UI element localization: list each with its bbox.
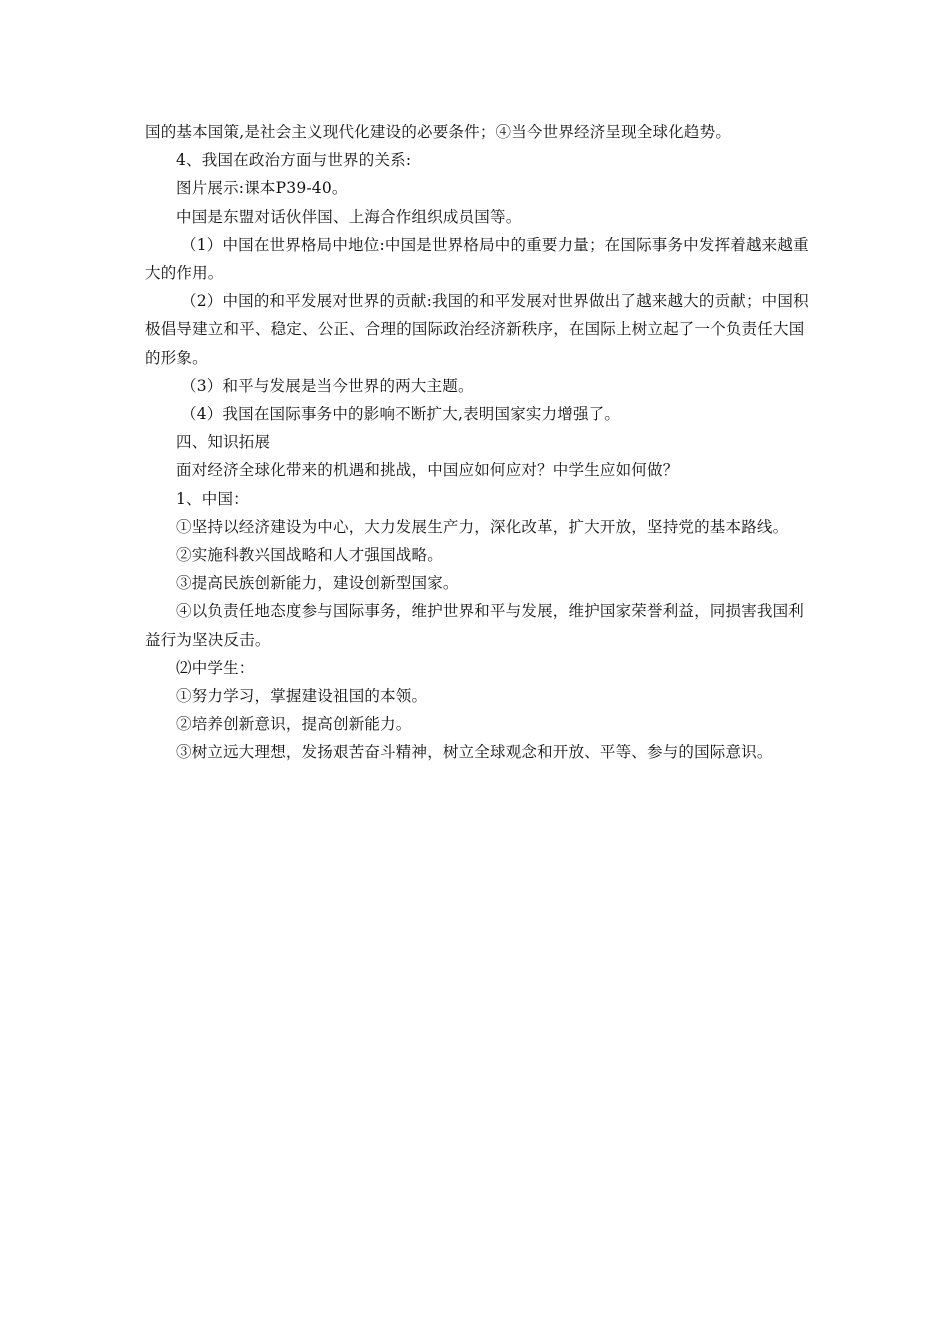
paragraph-asean: 中国是东盟对话伙伴国、上海合作组织成员国等。 (176, 207, 522, 226)
paragraph-point-3: （3）和平与发展是当今世界的两大主题。 (181, 376, 474, 395)
list-item-students-3: ③树立远大理想，发扬艰苦奋斗精神，树立全球观念和开放、平等、参与的国际意识。 (176, 743, 773, 762)
list-item-students-2: ②培养创新意识，提高创新能力。 (176, 715, 412, 734)
paragraph-picture-display: 图片展示:课本P39-40。 (176, 179, 348, 198)
subheading-students: ⑵中学生： (176, 658, 255, 677)
list-item-china-3: ③提高民族创新能力，建设创新型国家。 (176, 574, 459, 593)
list-item-china-2: ②实施科教兴国战略和人才强国战略。 (176, 546, 443, 565)
paragraph-question: 面对经济全球化带来的机遇和挑战，中国应如何应对？中学生应如何做？ (176, 461, 679, 480)
subheading-china: 1、中国： (176, 489, 249, 508)
list-item-students-1: ①努力学习，掌握建设祖国的本领。 (176, 687, 428, 706)
paragraph-continuation: 国的基本国策,是社会主义现代化建设的必要条件；④当今世界经济呈现全球化趋势。 (145, 123, 732, 141)
section-heading-politics: 4、我国在政治方面与世界的关系: (176, 151, 412, 170)
paragraph-point-2: （2）中国的和平发展对世界的贡献:我国的和平发展对世界做出了越来越大的贡献；中国积极倡导建立和平、稳定、公正、合理的国际政治经济新秩序，在国际上树立起了一个负责任大国的形象。 (145, 292, 809, 367)
document-body (145, 118, 815, 767)
paragraph-point-4: （4）我国在国际事务中的影响不断扩大,表明国家实力增强了。 (181, 405, 621, 424)
list-item-china-4: ④以负责任地态度参与国际事务，维护世界和平与发展，维护国家荣誉利益，同损害我国利益行为坚决反击。 (145, 602, 805, 649)
paragraph-point-1: （1）中国在世界格局中地位:中国是世界格局中的重要力量；在国际事务中发挥着越来越重大的作用。 (145, 235, 809, 283)
list-item-china-1: ①坚持以经济建设为中心，大力发展生产力，深化改革，扩大开放，坚持党的基本路线。 (176, 517, 789, 536)
section-heading-extension: 四、知识拓展 (176, 433, 271, 452)
